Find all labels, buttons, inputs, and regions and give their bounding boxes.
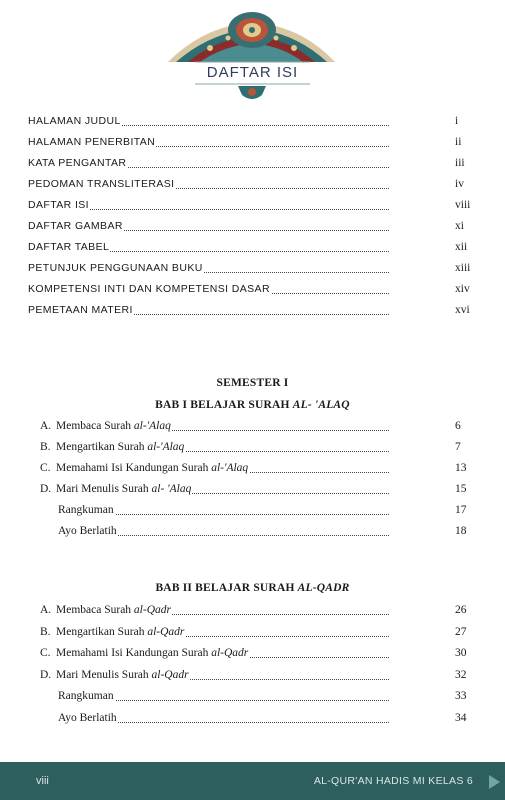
toc-page-number: xvi xyxy=(455,304,470,316)
toc-page-number: 7 xyxy=(455,441,461,453)
toc-entry-label: HALAMAN JUDUL xyxy=(28,115,121,127)
toc-entry-text: Mengartikan Surah xyxy=(56,625,148,638)
toc-entry-label xyxy=(40,669,190,681)
toc-entry-label: PEMETAAN MATERI xyxy=(28,304,133,316)
toc-row[interactable] xyxy=(0,300,505,320)
footer-book-title: AL-QUR'AN HADIS MI KELAS 6 xyxy=(313,775,473,787)
mosaic-ornament-icon xyxy=(0,0,505,105)
toc-entry-label: DAFTAR TABEL xyxy=(28,241,110,253)
toc-row[interactable] xyxy=(0,111,505,131)
toc-row[interactable] xyxy=(0,416,505,436)
toc-entry-surah: al-Qadr xyxy=(133,604,171,616)
toc-entry-letter: B. xyxy=(40,625,51,638)
toc-entry-surah: al-'Alaq xyxy=(211,462,249,474)
toc-entry-letter: D. xyxy=(40,483,52,495)
toc-entry-label xyxy=(40,604,172,616)
toc-entry-text: Memahami Isi Kandungan Surah xyxy=(56,647,212,659)
toc-entry-letter: A. xyxy=(40,420,52,432)
toc-entry-surah: al-Qadr xyxy=(147,625,185,638)
toc-entry-surah: al- 'Alaq xyxy=(151,483,192,495)
toc-entry-text: Ayo Berlatih xyxy=(58,525,117,537)
toc-entry-letter: C. xyxy=(40,462,51,474)
toc-entry-surah: al-Qadr xyxy=(151,668,189,681)
toc-entry-label: HALAMAN PENERBITAN xyxy=(28,136,156,148)
toc-row[interactable] xyxy=(0,237,505,257)
toc-entry-surah: al-'Alaq xyxy=(133,420,171,432)
toc-page-number: 33 xyxy=(455,690,467,702)
toc-entry-label xyxy=(58,525,118,537)
toc-row[interactable] xyxy=(0,195,505,215)
toc-entry-letter: D. xyxy=(40,668,52,681)
toc-entry-text: Mengartikan Surah xyxy=(56,441,148,453)
toc-page-number: 34 xyxy=(455,711,467,724)
next-page-arrow-icon[interactable] xyxy=(487,774,501,790)
toc-entry-text: Rangkuman xyxy=(58,690,114,702)
bab1-title: BAB I BELAJAR SURAH xyxy=(155,399,293,411)
toc-row[interactable] xyxy=(0,258,505,278)
bab1-heading xyxy=(0,399,505,411)
toc-entry-label xyxy=(40,483,192,495)
toc-row[interactable] xyxy=(0,279,505,299)
toc-row[interactable] xyxy=(0,600,505,620)
toc-entry-label xyxy=(58,712,118,724)
footer-bar xyxy=(0,762,505,800)
bab1-title-surah: AL- 'ALAQ xyxy=(292,399,350,411)
toc-page-number: 18 xyxy=(455,525,467,537)
bab2-heading xyxy=(0,582,505,594)
toc-entry-label xyxy=(40,420,172,432)
bab2-title: BAB II BELAJAR SURAH xyxy=(155,582,298,594)
toc-page-number: 6 xyxy=(455,420,461,432)
toc-page-number: 26 xyxy=(455,604,467,616)
toc-row[interactable] xyxy=(0,174,505,194)
toc-entry-surah: al-'Alaq xyxy=(147,441,185,453)
toc-page-number: 32 xyxy=(455,668,467,681)
toc-entry-label: DAFTAR ISI xyxy=(28,199,89,211)
toc-entry-label xyxy=(40,441,185,453)
toc-entry-label: PETUNJUK PENGGUNAAN BUKU xyxy=(28,262,203,274)
toc-page-number: 13 xyxy=(455,462,467,474)
toc-entry-text: Memahami Isi Kandungan Surah xyxy=(56,462,212,474)
toc-entry-label xyxy=(58,504,115,516)
header-ornament xyxy=(0,0,505,105)
toc-entry-letter: C. xyxy=(40,647,51,659)
toc-page-number: xiv xyxy=(455,283,470,295)
bab2-title-surah: AL-QADR xyxy=(297,582,350,594)
toc-entry-text: Mari Menulis Surah xyxy=(56,483,152,495)
page-title: DAFTAR ISI xyxy=(206,64,299,81)
toc-row[interactable] xyxy=(0,216,505,236)
toc-entry-text: Rangkuman xyxy=(58,504,114,516)
toc-row[interactable] xyxy=(0,132,505,152)
toc-entry-text: Membaca Surah xyxy=(56,420,134,432)
toc-page-number: i xyxy=(455,115,459,127)
toc-row[interactable] xyxy=(0,643,505,663)
toc-entry-text: Membaca Surah xyxy=(56,604,134,616)
toc-entry-surah: al-Qadr xyxy=(211,647,249,659)
toc-row[interactable] xyxy=(0,708,505,728)
toc-page-number: 27 xyxy=(455,625,467,638)
toc-page-number: 30 xyxy=(455,647,467,659)
toc-entry-label xyxy=(40,462,249,474)
toc-row[interactable] xyxy=(0,437,505,457)
toc-page-number: 17 xyxy=(455,504,467,516)
toc-entry-label: KATA PENGANTAR xyxy=(28,157,127,169)
toc-page-number: xii xyxy=(455,241,468,253)
footer-page-number: viii xyxy=(36,775,49,787)
toc-row[interactable] xyxy=(0,153,505,173)
toc-row[interactable] xyxy=(0,500,505,520)
toc-row[interactable] xyxy=(0,521,505,541)
toc-entry-label xyxy=(58,690,115,702)
toc-entry-letter: B. xyxy=(40,441,51,453)
toc-page-number: xi xyxy=(455,220,464,232)
toc-entry-letter: A. xyxy=(40,604,52,616)
toc-page-number: iv xyxy=(455,178,464,190)
semester-heading: SEMESTER I xyxy=(216,377,289,389)
toc-entry-label: DAFTAR GAMBAR xyxy=(28,220,123,232)
toc-row[interactable] xyxy=(0,622,505,642)
toc-page-number: xiii xyxy=(455,262,471,274)
toc-page-number: viii xyxy=(455,199,471,211)
toc-row[interactable] xyxy=(0,686,505,706)
toc-page-number: iii xyxy=(455,157,465,169)
toc-entry-label: KOMPETENSI INTI DAN KOMPETENSI DASAR xyxy=(28,283,270,295)
toc-page-number: ii xyxy=(455,136,462,148)
toc-row[interactable] xyxy=(0,665,505,685)
toc-row[interactable] xyxy=(0,479,505,499)
toc-row[interactable] xyxy=(0,458,505,478)
toc-entry-text: Ayo Berlatih xyxy=(58,711,117,724)
toc-entry-label xyxy=(40,626,185,638)
toc-entry-label: PEDOMAN TRANSLITERASI xyxy=(28,178,175,190)
toc-entry-label xyxy=(40,647,249,659)
toc-entry-text: Mari Menulis Surah xyxy=(56,668,152,681)
toc-page-number: 15 xyxy=(455,483,467,495)
